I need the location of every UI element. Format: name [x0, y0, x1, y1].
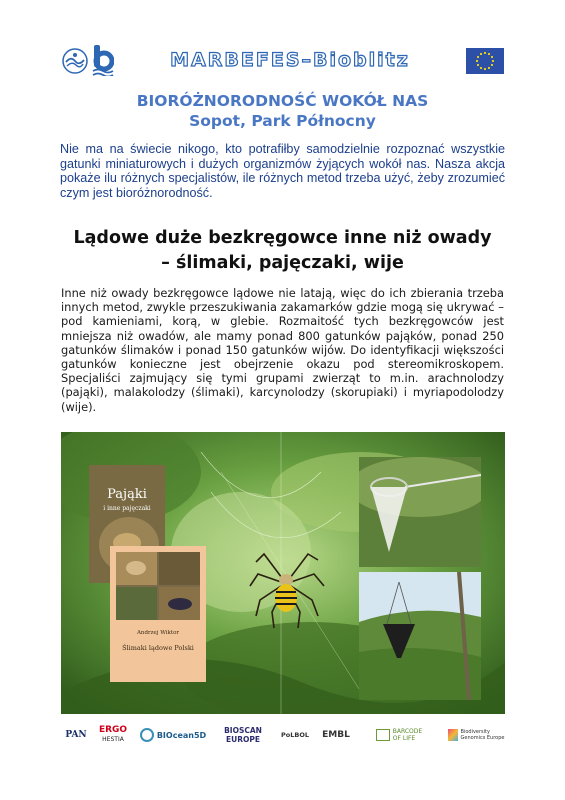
embl-logo-icon: EMBL: [322, 730, 350, 740]
section-title-line2: – ślimaki, pajęczaki, wije: [161, 253, 404, 273]
barcode-of-life-logo-icon: BARCODE OF LIFE: [359, 720, 439, 750]
marbefes-logo-icon: [62, 48, 88, 74]
book1-subtitle: i inne pajęczaki: [103, 505, 151, 512]
bioscan-europe-logo-icon: BIOSCAN EUROPE: [224, 726, 262, 744]
section-title-line1: Lądowe duże bezkręgowce inne niż owady: [73, 228, 492, 248]
footer-logos: [61, 720, 505, 750]
book2-title: Ślimaki lądowe Polski: [122, 644, 194, 652]
project-title: MARBEFES–Bioblitz: [170, 49, 410, 71]
book1-title: Pająki: [107, 487, 147, 502]
body-paragraph: Inne niż owady bezkręgowce lądowe nie latają, więc do ich zbierania trzeba innych metod, zwykle przeszukiwania zakamarków gdzie mogą się ukrywać – pod kamieniami, korą, w glebie. Rozmaitość tych bezkręgowców jest mniejsza niż owadów, ale mamy ponad 800 gatunków pająków, ponad 250 gatunków ślimaków i ponad 150 gatunków wijów. Do identyfikacji większości gatunków konieczne jest obejrzenie okazu pod stereomikroskopem. Specjaliści zajmujący się tymi grupami zwierząt to m.in. arachnolodzy (pająki), malakolodzy (ślimaki), karcynolodzy (skorupiaki) i myriapodolodzy (wije).: [61, 286, 504, 414]
pan-logo-icon: PAN: [65, 730, 87, 740]
polbol-logo-icon: PoLBOL: [281, 731, 309, 739]
eu-flag-icon: [466, 48, 504, 74]
book2-author: Andrzej Wiktor: [136, 630, 180, 636]
section-title: [50, 226, 515, 276]
ergo-hestia-logo-icon: ERGO HESTIA: [98, 725, 128, 743]
header: [0, 0, 565, 80]
intro-paragraph: Nie ma na świecie nikogo, kto potrafiłby samodzielnie rozpoznać wszystkie gatunki miniaturowych i dużych organizmów żyjących wokół nas. Nasza akcja pokaże ilu różnych specjalistów, ile różnych metod trzeba użyć, żeby zrozumieć czym jest bioróżnorodność.: [60, 142, 505, 200]
book-snails-cover: [110, 546, 206, 682]
subtitle-location: Sopot, Park Północny: [189, 112, 376, 130]
biodiversity-genomics-europe-logo-icon: Biodiversity Genomics Europe: [447, 720, 505, 750]
subtitle-heading: BIORÓŻNORODNOŚĆ WOKÓŁ NAS: [136, 92, 429, 110]
sweep-net-photo: [359, 457, 481, 567]
bioblitz-b-logo-icon: [92, 44, 114, 76]
biocean5d-logo-icon: BIOcean5D: [137, 720, 209, 750]
funnel-trap-photo: [359, 572, 481, 700]
